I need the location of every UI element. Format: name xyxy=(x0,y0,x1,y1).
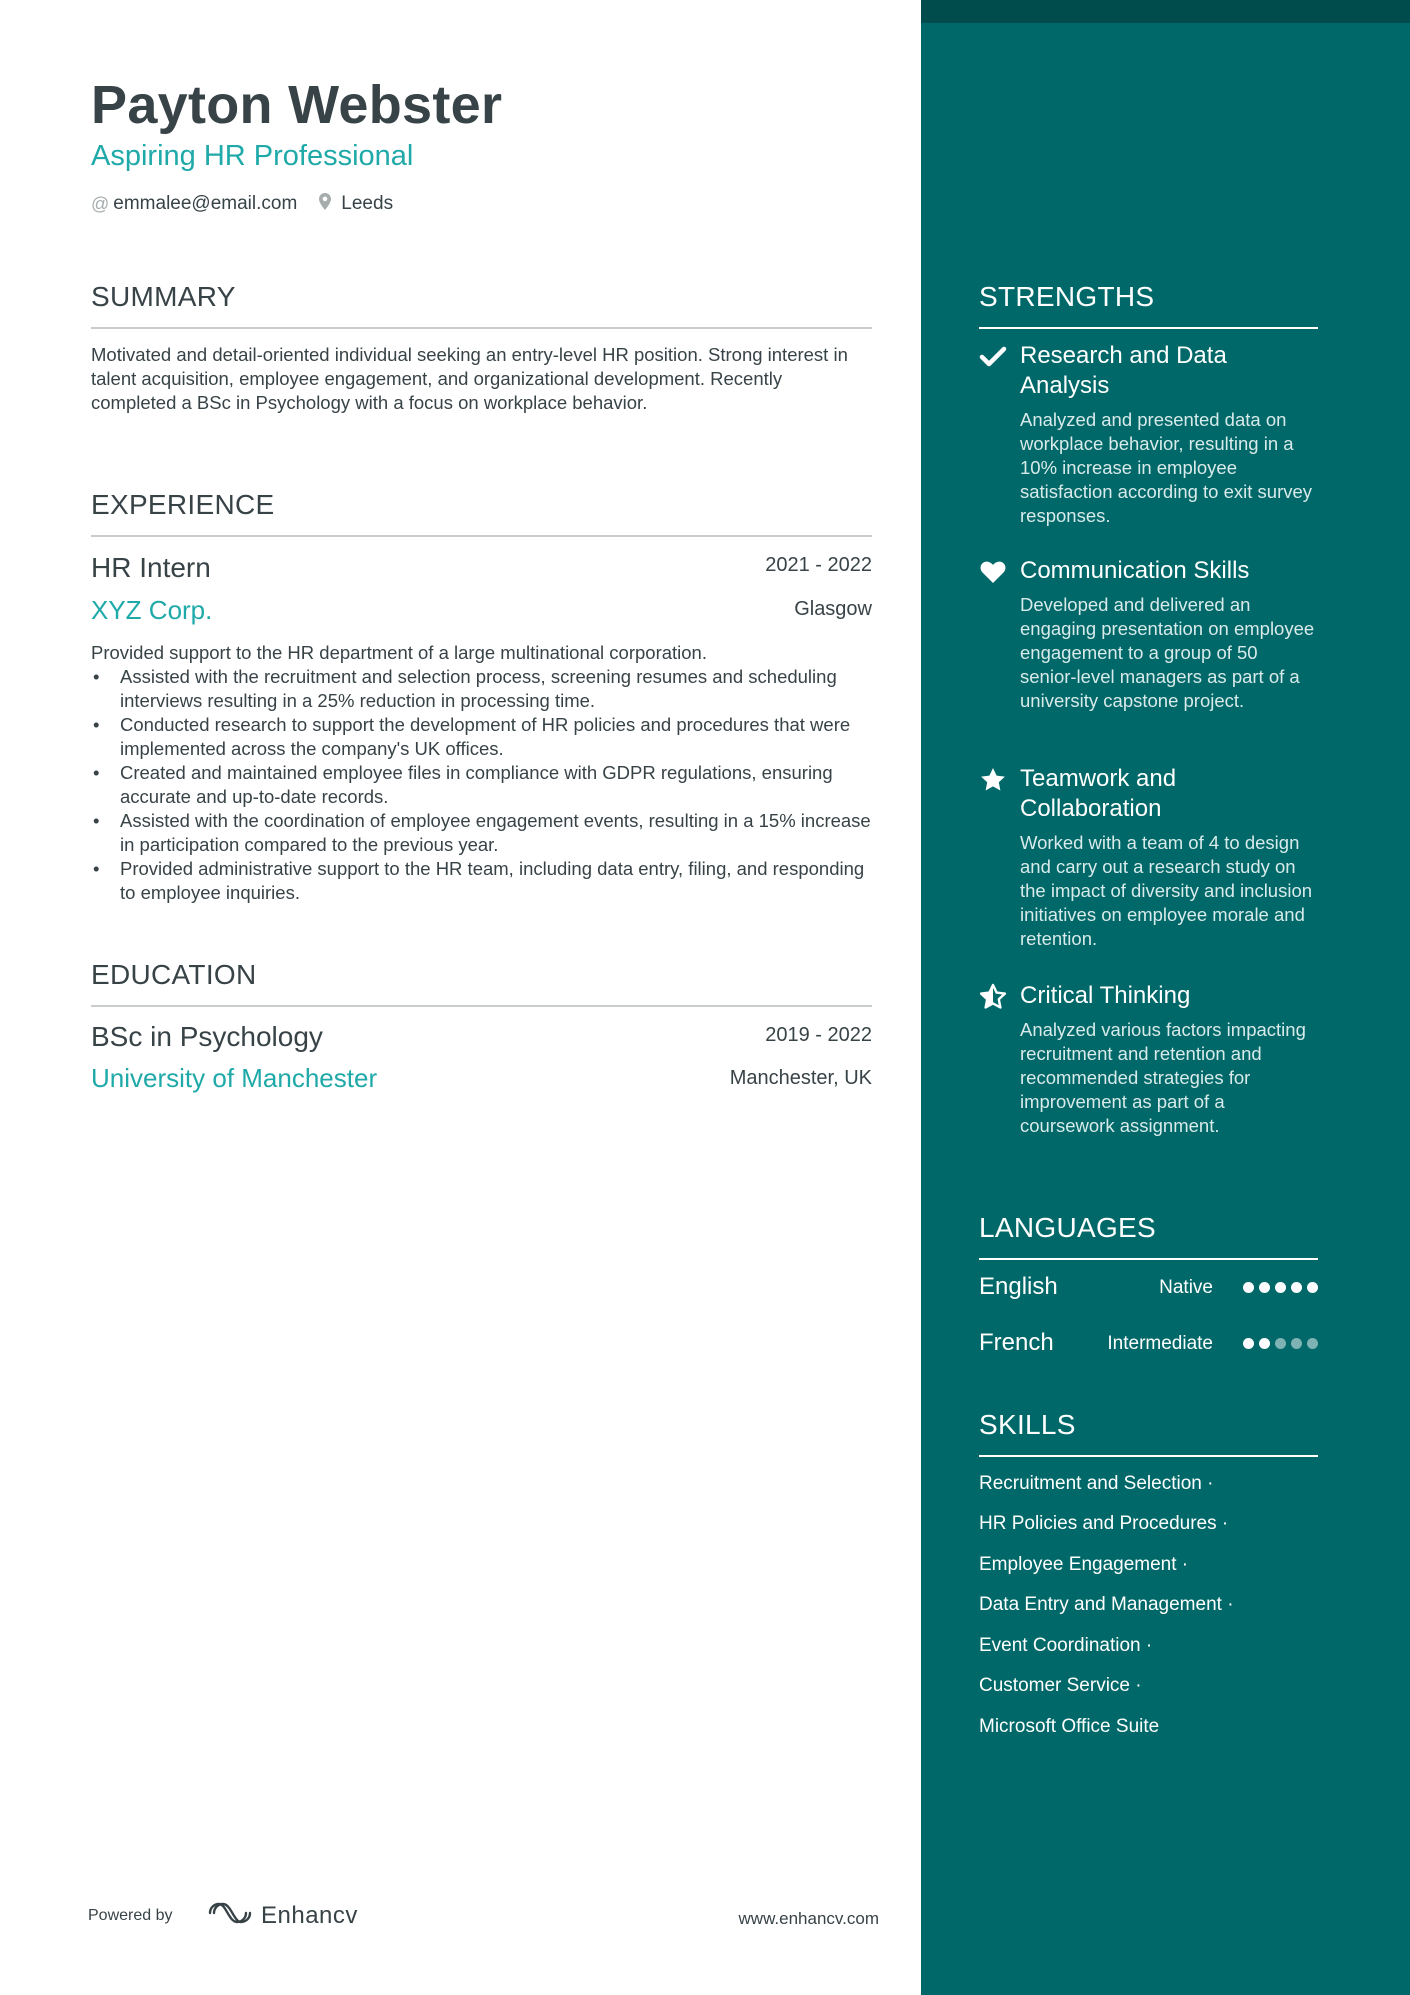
strength-title: Research and Data Analysis xyxy=(1020,342,1227,399)
rating-dot-empty xyxy=(1275,1338,1286,1349)
company-name: XYZ Corp. xyxy=(91,595,213,625)
strengths-heading: STRENGTHS xyxy=(979,281,1155,312)
job-bullet: • Assisted with the recruitment and selection process, screening resumes and scheduling interviews resulting in a 25% reduction in processing time. xyxy=(91,665,872,713)
skill-item: HR Policies and Procedures · xyxy=(979,1513,1229,1534)
experience-heading: EXPERIENCE xyxy=(91,489,275,520)
summary-text: Motivated and detail-oriented individual seeking an entry-level HR position. Strong interest in talent acquisition, employee engagement, and organizational development. Recently completed a BSc in Psychology with a focus on workplace behavior. xyxy=(91,344,848,413)
job-bullet: • Provided administrative support to the HR team, including data entry, filing, and responding to employee inquiries. xyxy=(91,857,872,905)
strengths-divider xyxy=(979,327,1318,329)
rating-dot-filled xyxy=(1259,1282,1270,1293)
candidate-role: Aspiring HR Professional xyxy=(91,140,414,172)
rating-dot-filled xyxy=(1259,1338,1270,1349)
language-rating xyxy=(1243,1338,1318,1349)
skill-item: Microsoft Office Suite xyxy=(979,1716,1160,1737)
school-name: University of Manchester xyxy=(91,1063,378,1093)
strength-title: Communication Skills xyxy=(1020,557,1250,584)
summary-heading: SUMMARY xyxy=(91,281,236,312)
email-link[interactable]: emmalee@email.com xyxy=(113,193,298,214)
strength-description: Analyzed various factors impacting recruitment and retention and recommended strategies for improvement as part of a coursework assignment. xyxy=(1020,1019,1306,1136)
strength-item xyxy=(979,556,1318,713)
education-dates: 2019 - 2022 xyxy=(765,1024,872,1046)
strength-description: Worked with a team of 4 to design and carry out a research study on the impact of diversity and inclusion initiatives on employee morale and retention. xyxy=(1020,832,1313,949)
powered-by-label: Powered by xyxy=(88,1907,173,1924)
skill-item: Employee Engagement · xyxy=(979,1554,1189,1575)
candidate-name: Payton Webster xyxy=(91,75,503,135)
job-dates: 2021 - 2022 xyxy=(765,554,872,576)
location-pin-icon xyxy=(319,193,331,215)
language-item xyxy=(979,1329,1318,1359)
job-bullet: • Created and maintained employee files in compliance with GDPR regulations, ensuring accurate and up-to-date records. xyxy=(91,761,872,809)
rating-dot-filled xyxy=(1243,1282,1254,1293)
job-title: HR Intern xyxy=(91,552,211,583)
school-location: Manchester, UK xyxy=(729,1067,872,1089)
strength-item xyxy=(979,341,1318,528)
job-bullets xyxy=(91,665,872,905)
strength-title: Critical Thinking xyxy=(1020,982,1191,1009)
education-divider xyxy=(91,1005,872,1007)
job-bullet: • Assisted with the coordination of employee engagement events, resulting in a 15% increase in participation compared to the previous year. xyxy=(91,809,872,857)
enhancv-logo-text: Enhancv xyxy=(261,1901,358,1929)
language-name: French xyxy=(979,1329,1054,1356)
skills-divider xyxy=(979,1455,1318,1457)
education-heading: EDUCATION xyxy=(91,959,257,990)
language-rating xyxy=(1243,1282,1318,1293)
strength-description: Analyzed and presented data on workplace behavior, resulting in a 10% increase in employee satisfaction according to exit survey responses. xyxy=(1020,409,1313,526)
language-level: Intermediate xyxy=(1107,1333,1213,1354)
language-name: English xyxy=(979,1273,1058,1300)
rating-dot-filled xyxy=(1291,1282,1302,1293)
job-bullet: • Conducted research to support the development of HR policies and procedures that were implemented across the company's UK offices. xyxy=(91,713,872,761)
job-description: Provided support to the HR department of a large multinational corporation. xyxy=(91,642,707,663)
half-star-icon xyxy=(979,983,1007,1011)
languages-divider xyxy=(979,1258,1318,1260)
degree-title: BSc in Psychology xyxy=(91,1021,323,1052)
rating-dot-empty xyxy=(1291,1338,1302,1349)
checkmark-icon xyxy=(979,343,1007,371)
sidebar xyxy=(921,0,1410,1995)
rating-dot-filled xyxy=(1275,1282,1286,1293)
strength-item xyxy=(979,981,1318,1138)
summary-divider xyxy=(91,327,872,329)
skill-item: Customer Service · xyxy=(979,1675,1142,1696)
experience-divider xyxy=(91,535,872,537)
skill-item: Event Coordination · xyxy=(979,1635,1153,1656)
contact-line xyxy=(91,193,393,215)
heart-icon xyxy=(979,558,1007,586)
sidebar-top-bar xyxy=(921,0,1410,23)
strength-item xyxy=(979,764,1318,951)
location-text: Leeds xyxy=(341,193,394,214)
at-icon: @ xyxy=(91,193,110,214)
languages-heading: LANGUAGES xyxy=(979,1212,1156,1243)
strength-description: Developed and delivered an engaging presentation on employee engagement to a group of 50 senior-level managers as part of a university capstone project. xyxy=(1020,594,1315,711)
strength-title: Teamwork and Collaboration xyxy=(1020,765,1177,822)
rating-dot-empty xyxy=(1307,1338,1318,1349)
rating-dot-filled xyxy=(1243,1338,1254,1349)
rating-dot-filled xyxy=(1307,1282,1318,1293)
skills-heading: SKILLS xyxy=(979,1409,1076,1440)
job-location: Glasgow xyxy=(794,598,872,620)
skill-item: Recruitment and Selection · xyxy=(979,1473,1214,1494)
language-level: Native xyxy=(1159,1277,1213,1298)
skill-item: Data Entry and Management · xyxy=(979,1594,1234,1615)
footer-url-link[interactable]: www.enhancv.com xyxy=(738,1909,879,1928)
language-item xyxy=(979,1273,1318,1303)
star-icon xyxy=(979,766,1007,794)
